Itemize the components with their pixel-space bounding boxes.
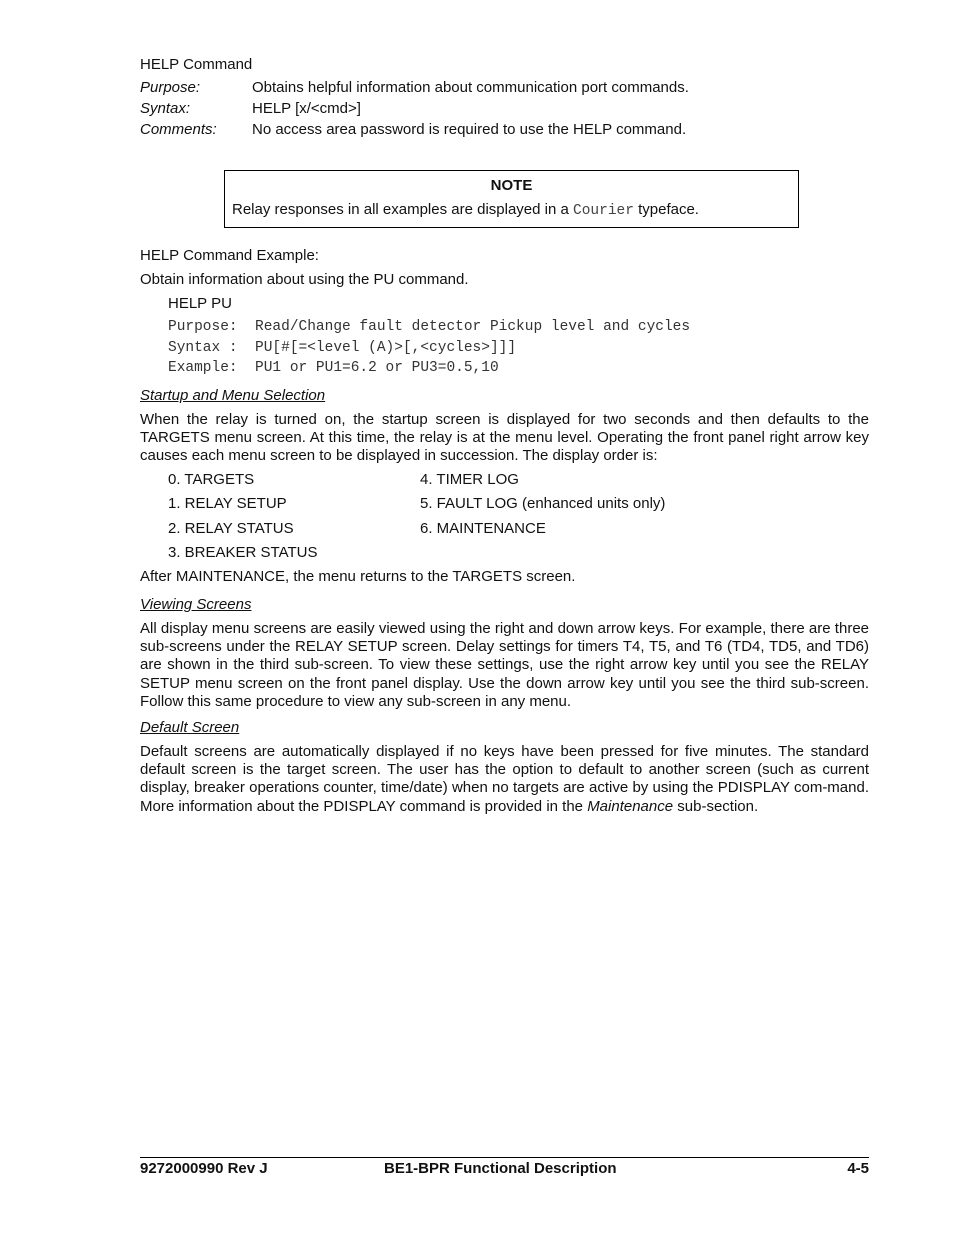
syntax-text: HELP [x/<cmd>] [252,100,361,117]
footer-rule [140,1157,869,1158]
default-screen-heading: Default Screen [140,719,240,736]
footer-page-number: 4-5 [847,1160,869,1177]
note-text-before: Relay responses in all examples are displayed in a [232,201,574,218]
example-output-line: Purpose: Read/Change fault detector Pickup level and cycles [168,319,691,335]
example-command: HELP PU [168,295,232,312]
comments-text: No access area password is required to use the HELP command. [252,121,687,138]
example-intro: Obtain information about using the PU command. [140,271,469,288]
menu-item: 4. TIMER LOG [420,471,519,488]
example-output-line: Example: PU1 or PU1=6.2 or PU3=0.5,10 [168,360,499,376]
syntax-label: Syntax: [140,100,191,117]
startup-after: After MAINTENANCE, the menu returns to the TARGETS screen. [140,568,576,585]
example-heading: HELP Command Example: [140,247,319,264]
note-text-courier: Courier [573,203,634,219]
menu-item: 2. RELAY STATUS [168,520,294,537]
viewing-heading: Viewing Screens [140,596,252,613]
note-text-after: typeface. [633,201,699,218]
section-heading-help-command: HELP Command [140,56,253,73]
default-paragraph-end: sub-section. [673,797,759,815]
purpose-text: Obtains helpful information about communication port commands. [252,79,689,96]
comments-label: Comments: [140,121,217,138]
menu-item: 0. TARGETS [168,471,255,488]
purpose-label: Purpose: [140,79,201,96]
menu-item: 5. FAULT LOG (enhanced units only) [420,495,666,512]
menu-item: 6. MAINTENANCE [420,520,546,537]
startup-heading: Startup and Menu Selection [140,387,326,404]
startup-paragraph: When the relay is turned on, the startup screen is displayed for two seconds and then defaults to the TARGETS menu screen. At this time, the relay is at the menu level. Operating the front panel right arrow key causes each menu screen to be displayed in succession. The display order is: [140,411,869,465]
menu-item: 1. RELAY SETUP [168,495,287,512]
note-title: NOTE [490,177,533,194]
menu-item: 3. BREAKER STATUS [168,544,318,561]
default-screen-paragraph [140,743,869,816]
example-output-line: Syntax : PU[#[=<level (A)>[,<cycles>]]] [168,340,517,356]
note-box [224,170,799,228]
footer-title: BE1-BPR Functional Description [384,1160,617,1177]
default-paragraph-text: Default screens are automatically displayed if no keys have been pressed for five minutes. The standard default screen is the target screen. The user has the option to default to another screen (such as current display, breaker operations counter, time/date) when no targets are active by using the PDISPLAY com-mand. More information about the PDISPLAY command is provided in the [140,743,869,815]
footer-document-number: 9272000990 Rev J [140,1160,268,1177]
maintenance-reference: Maintenance [587,797,674,815]
note-text [232,201,699,220]
viewing-paragraph: All display menu screens are easily viewed using the right and down arrow keys. For example, there are three sub-screens under the RELAY SETUP screen. Delay settings for timers T4, T5, and T6 (TD4, TD5, and TD6) are shown in the third sub-screen. To view these settings, use the right arrow key until you see the RELAY SETUP menu screen on the front panel display. Use the down arrow key until you see the third sub-screen. Follow this same procedure to view any sub-screen in any menu. [140,620,869,710]
